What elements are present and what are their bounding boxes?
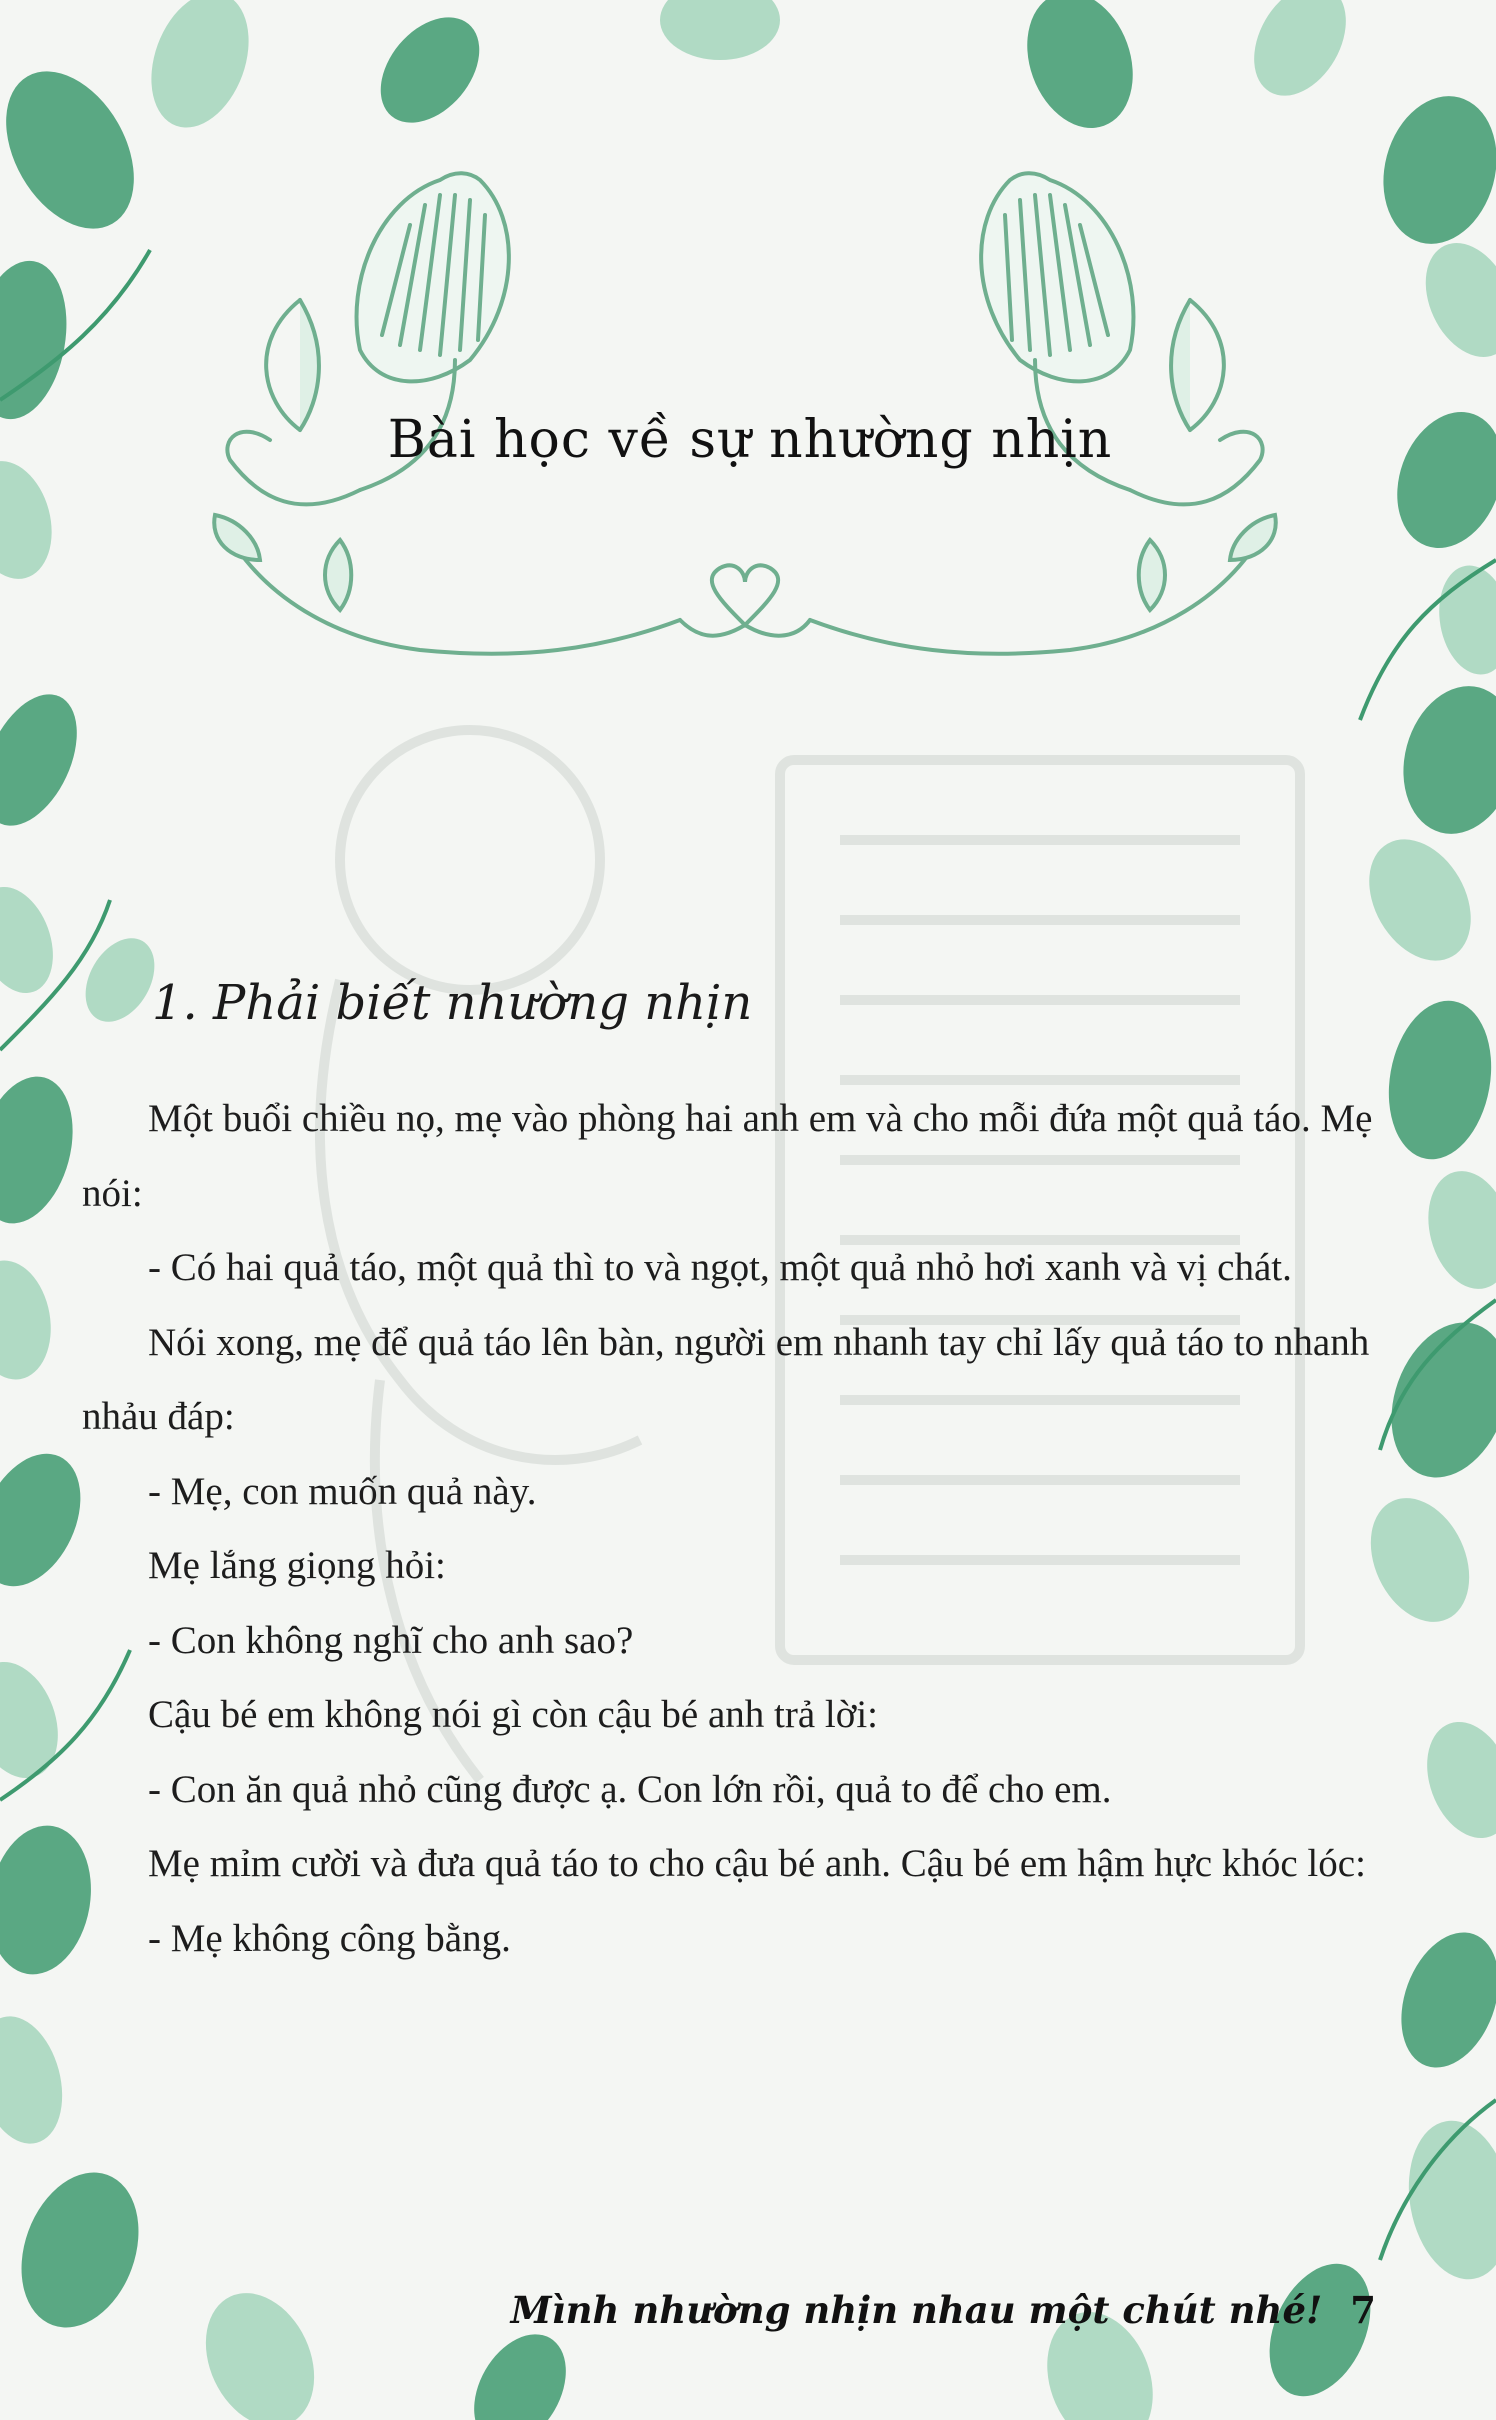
leaf-icon: [1397, 2113, 1496, 2288]
leaf-icon: [1387, 673, 1496, 846]
leaf-icon: [1367, 83, 1496, 256]
leaf-icon: [1412, 1710, 1496, 1850]
page-number: 7: [1350, 2288, 1376, 2332]
leaf-icon: [0, 876, 67, 1003]
leaf-icon: [455, 2318, 584, 2420]
leaf-icon: [1431, 560, 1496, 680]
leaf-icon: [1379, 397, 1496, 563]
leaf-icon: [1371, 1306, 1496, 1494]
story-text: [82, 1082, 1382, 1976]
paragraph: Một buổi chiều nọ, mẹ vào phòng hai anh em và cho mỗi đứa một quả táo. Mẹ nói:: [82, 1097, 1373, 1215]
leaf-icon: [1009, 0, 1151, 143]
paragraph: - Mẹ, con muốn quả này.: [148, 1469, 537, 1513]
section-heading: 1. Phải biết nhường nhịn: [152, 975, 753, 1031]
paragraph: Mẹ mỉm cười và đưa quả táo to cho cậu bé anh. Cậu bé em hậm hực khóc lóc:: [148, 1842, 1366, 1885]
leaf-icon: [0, 680, 96, 841]
paragraph: - Con không nghĩ cho anh sao?: [148, 1618, 634, 1662]
page-title: Bài học về sự nhường nhịn: [387, 410, 1113, 470]
leaf-icon: [0, 452, 64, 589]
leaf-icon: [0, 1066, 88, 1234]
leaf-icon: [0, 49, 160, 251]
leaf-icon: [1349, 821, 1492, 979]
leaf-icon: [361, 0, 499, 142]
leaf-icon: [1408, 229, 1496, 372]
leaf-icon: [660, 0, 780, 60]
page-footer: [511, 2288, 1376, 2332]
leaf-icon: [1, 2156, 159, 2344]
leaf-icon: [1235, 0, 1364, 112]
paragraph: - Mẹ không công bằng.: [148, 1916, 511, 1960]
leaf-icon: [0, 253, 78, 426]
leaf-icon: [0, 1254, 60, 1386]
leaf-icon: [185, 2275, 335, 2420]
leaf-icon: [1377, 993, 1496, 1168]
leaf-icon: [0, 2007, 75, 2153]
leaf-icon: [1416, 1162, 1496, 1299]
paragraph: Cậu bé em không nói gì còn cậu bé anh trả lời:: [148, 1693, 879, 1736]
paragraph: - Con ăn quả nhỏ cũng được ạ. Con lớn rồi, quả to để cho em.: [148, 1767, 1112, 1811]
leaf-icon: [1384, 1919, 1496, 2081]
footer-book-title: Mình nhường nhịn nhau một chút nhé!: [510, 2288, 1323, 2332]
paragraph: Mẹ lắng giọng hỏi:: [148, 1544, 446, 1587]
leaf-icon: [0, 1650, 73, 1790]
paragraph: Nói xong, mẹ để quả táo lên bàn, người em nhanh tay chỉ lấy quả táo to nhanh nhảu đáp:: [82, 1320, 1370, 1438]
leaf-icon: [134, 0, 266, 141]
paragraph: - Có hai quả táo, một quả thì to và ngọt, một quả nhỏ hơi xanh và vị chát.: [148, 1246, 1292, 1289]
